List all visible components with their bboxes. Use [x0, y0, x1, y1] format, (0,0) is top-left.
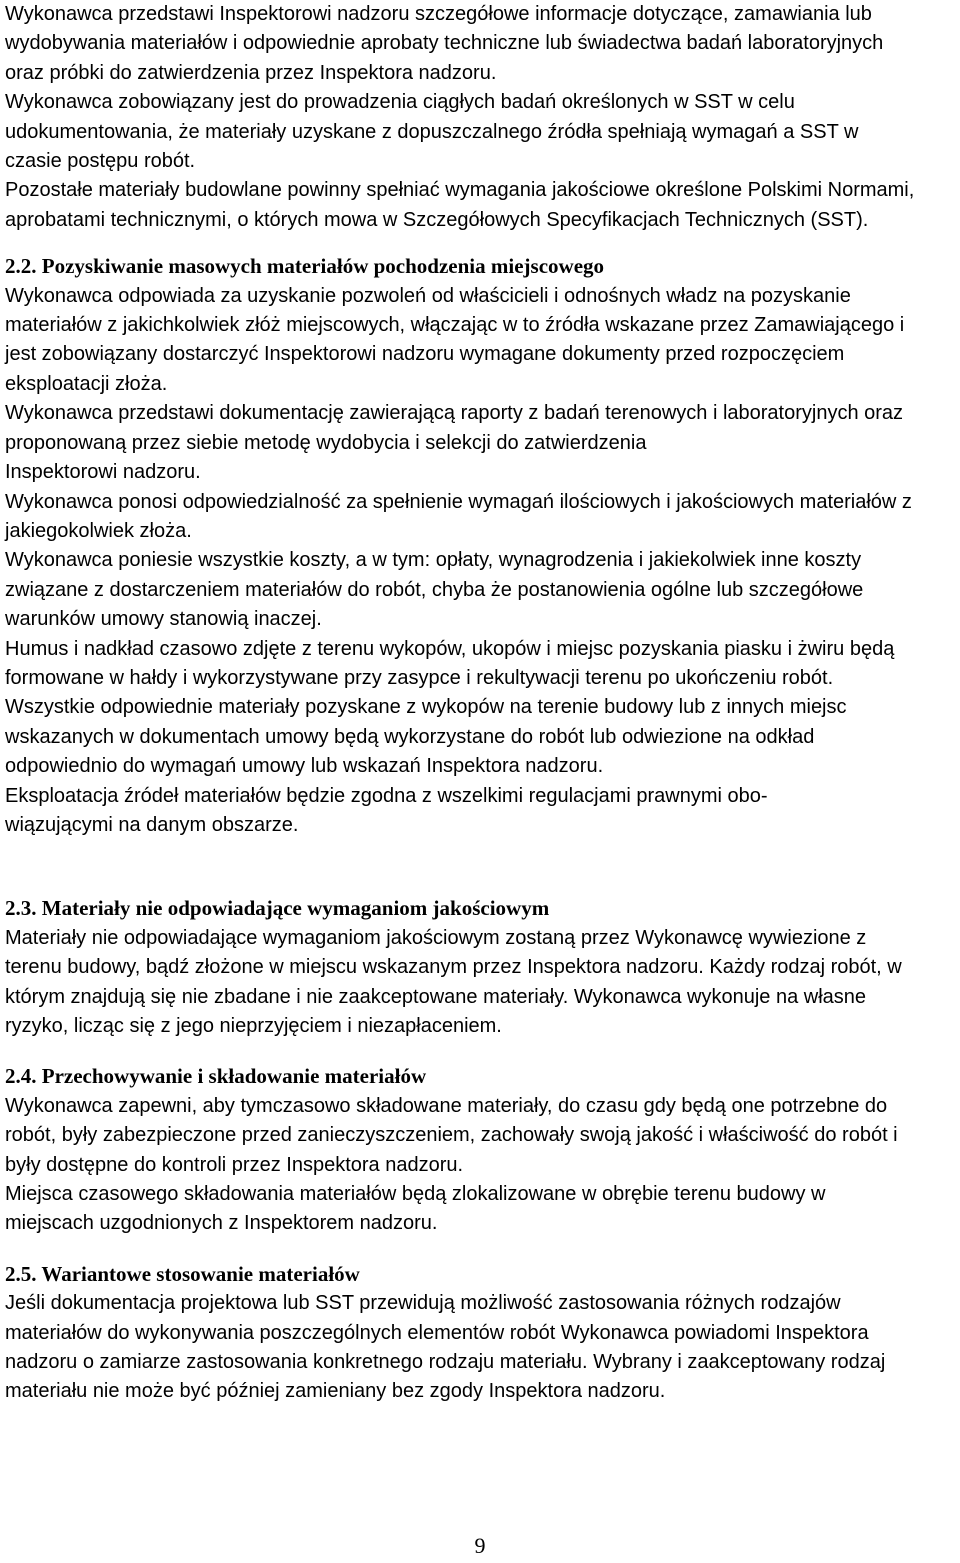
section-paragraph: Wykonawca odpowiada za uzyskanie pozwoleń od właścicieli i odnośnych władz na pozyskanie materiałów z jakichkolwiek złóż miejscowych, włączając w to źródła wskazane przez Zamawiającego i jest zobowiązany dostarczyć Inspektorowi nadzoru wymagane dokumenty przed rozpoczęciem eksploatacji złoża. — [5, 284, 905, 395]
section-paragraph: Materiały nie odpowiadające wymaganiom jakościowym zostaną przez Wykonawcę wywiezione z terenu budowy, bądź złożone w miejscu wskazanym przez Inspektora nadzoru. Każdy rodzaj robót, w którym znajdują się nie zbadane i nie zaakceptowane materiały. Wykonawca wykonuje na własne ryzyko, licząc się z jego nieprzyjęciem i niezapłaceniem. — [5, 926, 902, 1037]
section-paragraph: Humus i nadkład czasowo zdjęte z terenu wykopów, ukopów i miejsc pozyskania piasku i żwiru będą formowane w hałdy i wykorzystywane przy zasypce i rekultywacji terenu po ukończeniu robót. — [5, 637, 895, 689]
section-paragraph: Jeśli dokumentacja projektowa lub SST przewidują możliwość zastosowania różnych rodzajów materiałów do wykonywania poszczególnych elementów robót Wykonawca powiadomi Inspektora nadzoru o zamiarze zastosowania konkretnego rodzaju materiału. Wybrany i zaakceptowany rodzaj materiału nie może być później zamieniany bez zgody Inspektora nadzoru. — [5, 1292, 886, 1403]
section-2-4 — [5, 1062, 955, 1238]
intro-paragraph: Pozostałe materiały budowlane powinny spełniać wymagania jakościowe określone Polskimi Normami, aprobatami technicznymi, o których mowa w Szczegółowych Specyfikacjach Technicznych (SST). — [5, 179, 915, 231]
intro-paragraph: Wykonawca zobowiązany jest do prowadzenia ciągłych badań określonych w SST w celu udokumentowania, że materiały uzyskane z dopuszczalnego źródła spełniają wymagań a SST w czasie postępu robót. — [5, 91, 859, 173]
document-body — [5, 0, 955, 1407]
section-heading: 2.3. Materiały nie odpowiadające wymaganiom jakościowym — [5, 896, 550, 921]
section-heading: 2.5. Wariantowe stosowanie materiałów — [5, 1261, 360, 1286]
section-paragraph: Eksploatacja źródeł materiałów będzie zgodna z wszelkimi regulacjami prawnymi obo- wiązującymi na danym obszarze. — [5, 784, 768, 836]
page-number: 9 — [474, 1533, 486, 1558]
intro-paragraph: Wykonawca przedstawi Inspektorowi nadzoru szczegółowe informacje dotyczące, zamawiania lub wydobywania materiałów i odpowiednie aprobaty techniczne lub świadectwa badań laboratoryjnych oraz próbki do zatwierdzenia przez Inspektora nadzoru. — [5, 3, 884, 84]
section-2-2 — [5, 252, 955, 840]
section-paragraph: Wykonawca poniesie wszystkie koszty, a w tym: opłaty, wynagrodzenia i jakiekolwiek inne koszty związane z dostarczeniem materiałów do robót, chyba że postanowienia ogólne lub szczegółowe warunków umowy stanowią inaczej. — [5, 549, 864, 631]
section-2-5 — [5, 1260, 955, 1407]
section-paragraph: Miejsca czasowego składowania materiałów będą zlokalizowane w obrębie terenu budowy w miejscach uzgodnionych z Inspektorem nadzoru. — [5, 1183, 826, 1235]
intro-block — [5, 0, 955, 235]
section-heading: 2.2. Pozyskiwanie masowych materiałów pochodzenia miejscowego — [5, 254, 605, 279]
section-paragraph: Wykonawca ponosi odpowiedzialność za spełnienie wymagań ilościowych i jakościowych materiałów z jakiegokolwiek złoża. — [5, 490, 912, 542]
section-heading: 2.4. Przechowywanie i składowanie materiałów — [5, 1064, 427, 1089]
section-2-3 — [5, 894, 955, 1041]
section-paragraph: Wykonawca zapewni, aby tymczasowo składowane materiały, do czasu gdy będą one potrzebne do robót, były zabezpieczone przed zanieczyszczeniem, zachowały swoją jakość i właściwość do robót i były dostępne do kontroli przez Inspektora nadzoru. — [5, 1094, 898, 1176]
section-paragraph: Wykonawca przedstawi dokumentację zawierającą raporty z badań terenowych i laboratoryjnych oraz proponowaną przez siebie metodę wydobycia i selekcji do zatwierdzenia Inspektorowi nadzoru. — [5, 402, 904, 484]
section-paragraph: Wszystkie odpowiednie materiały pozyskane z wykopów na terenie budowy lub z innych miejsc wskazanych w dokumentach umowy będą wykorzystane do robót lub odwiezione na odkład odpowiednio do wymagań umowy lub wskazań Inspektora nadzoru. — [5, 696, 847, 778]
